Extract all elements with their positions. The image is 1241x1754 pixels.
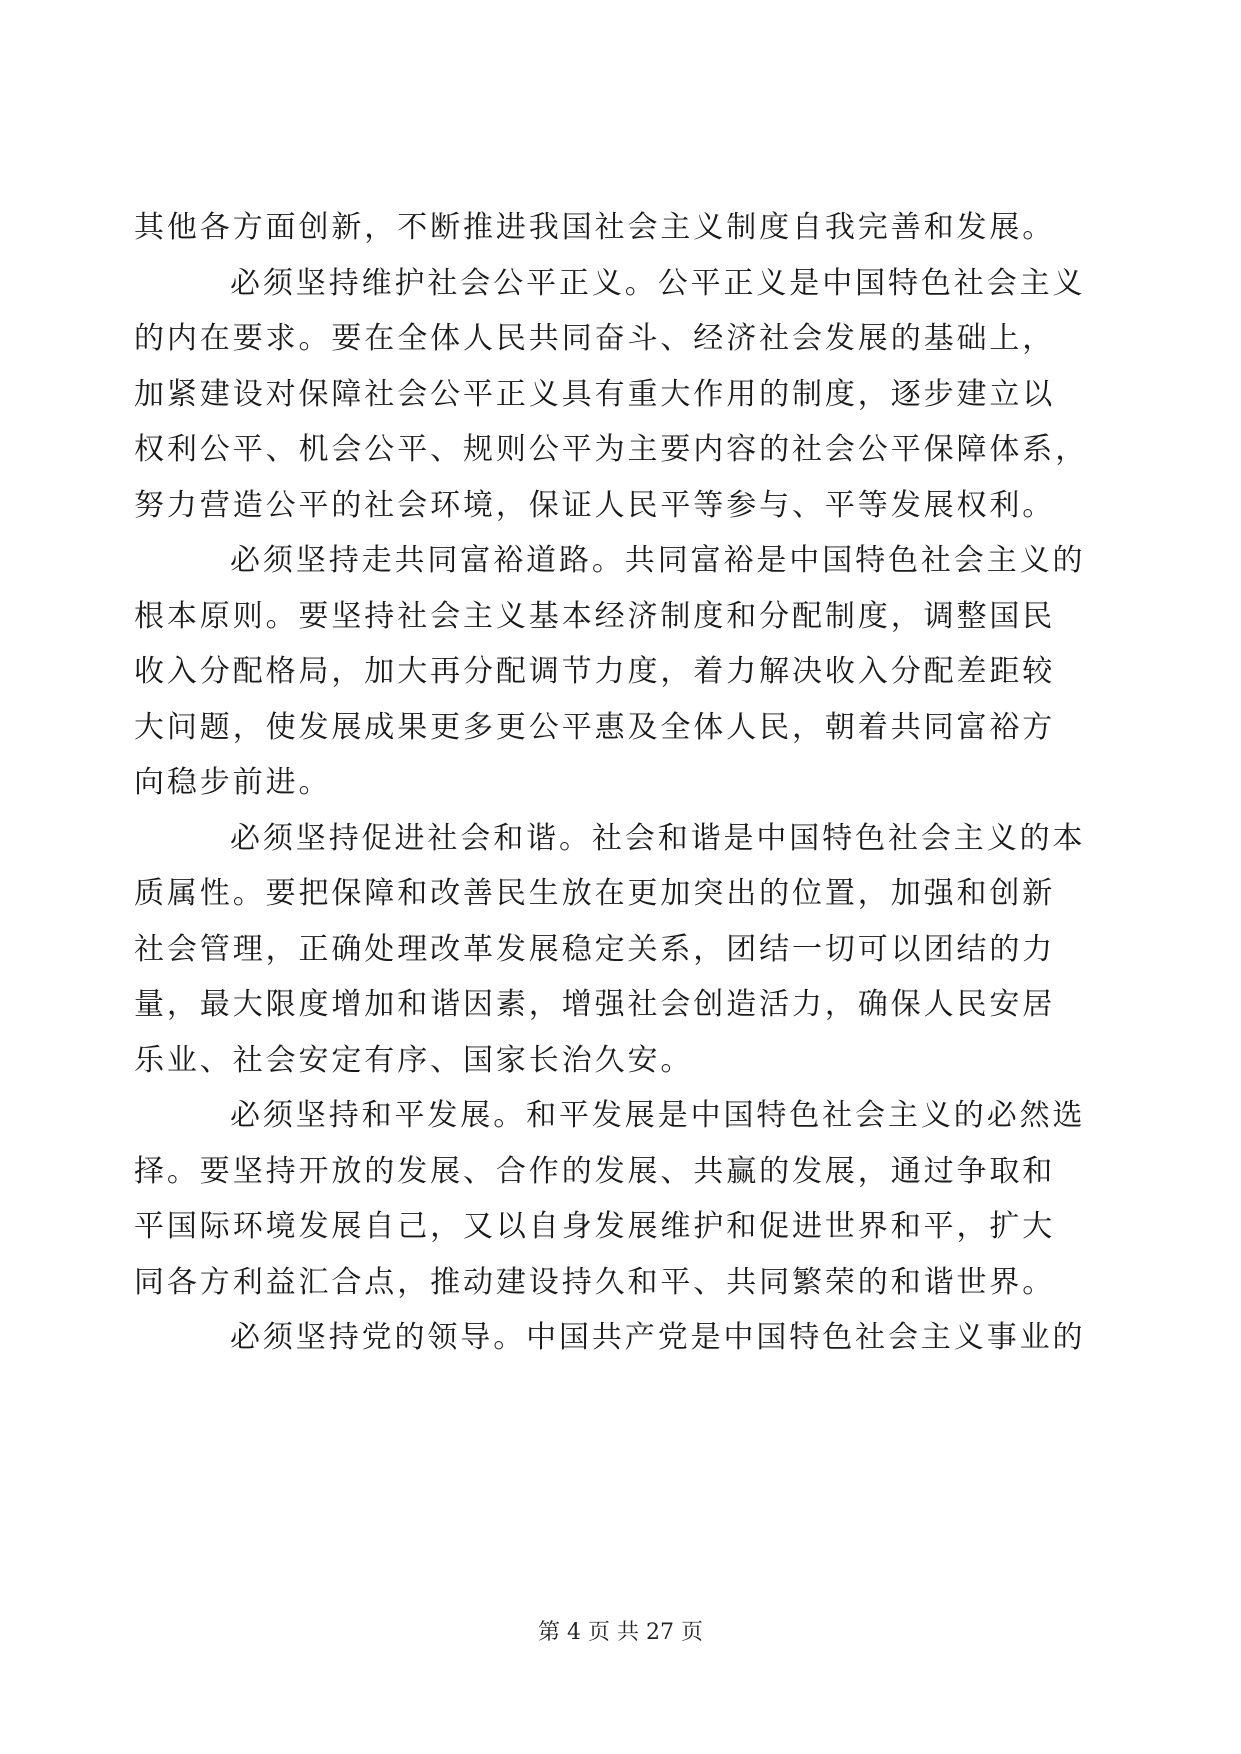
text-line: 乐业、社会安定有序、国家长治久安。 (134, 1042, 694, 1078)
text-line: 必须坚持和平发展。和平发展是中国特色社会主义的必然选 (230, 1098, 1086, 1133)
text-line: 向稳步前进。 (134, 765, 332, 800)
text-line: 努力营造公平的社会环境，保证人民平等参与、平等发展权利。 (134, 487, 1056, 523)
text-line: 量，最大限度增加和谐因素，增强社会创造活力，确保人民安居 (134, 987, 1056, 1022)
text-line: 加紧建设对保障社会公平正义具有重大作用的制度，逐步建立以 (134, 376, 1056, 412)
page-footer: 第 4 页 共 27 页 (538, 1620, 703, 1645)
document-body (134, 200, 1089, 1366)
text-line: 质属性。要把保障和改善民生放在更加突出的位置，加强和创新 (134, 876, 1056, 911)
text-line: 必须坚持促进社会和谐。社会和谐是中国特色社会主义的本 (230, 820, 1086, 856)
text-line: 必须坚持党的领导。中国共产党是中国特色社会主义事业的 (230, 1320, 1086, 1355)
text-line: 根本原则。要坚持社会主义基本经济制度和分配制度，调整国民 (134, 598, 1056, 634)
text-line: 必须坚持维护社会公平正义。公平正义是中国特色社会主义 (230, 265, 1086, 301)
text-line: 的内在要求。要在全体人民共同奋斗、经济社会发展的基础上， (134, 321, 1056, 356)
text-line: 权利公平、机会公平、规则公平为主要内容的社会公平保障体系， (134, 432, 1089, 467)
text-line: 同各方利益汇合点，推动建设持久和平、共同繁荣的和谐世界。 (134, 1264, 1056, 1300)
text-line: 社会管理，正确处理改革发展稳定关系，团结一切可以团结的力 (134, 931, 1056, 967)
text-line: 必须坚持走共同富裕道路。共同富裕是中国特色社会主义的 (230, 543, 1086, 578)
text-line: 大问题，使发展成果更多更公平惠及全体人民，朝着共同富裕方 (134, 709, 1056, 745)
text-line: 平国际环境发展自己，又以自身发展维护和促进世界和平，扩大 (134, 1209, 1056, 1244)
text-line: 择。要坚持开放的发展、合作的发展、共赢的发展，通过争取和 (134, 1153, 1056, 1189)
text-line: 其他各方面创新，不断推进我国社会主义制度自我完善和发展。 (134, 210, 1056, 245)
text-line: 收入分配格局，加大再分配调节力度，着力解决收入分配差距较 (134, 654, 1056, 689)
